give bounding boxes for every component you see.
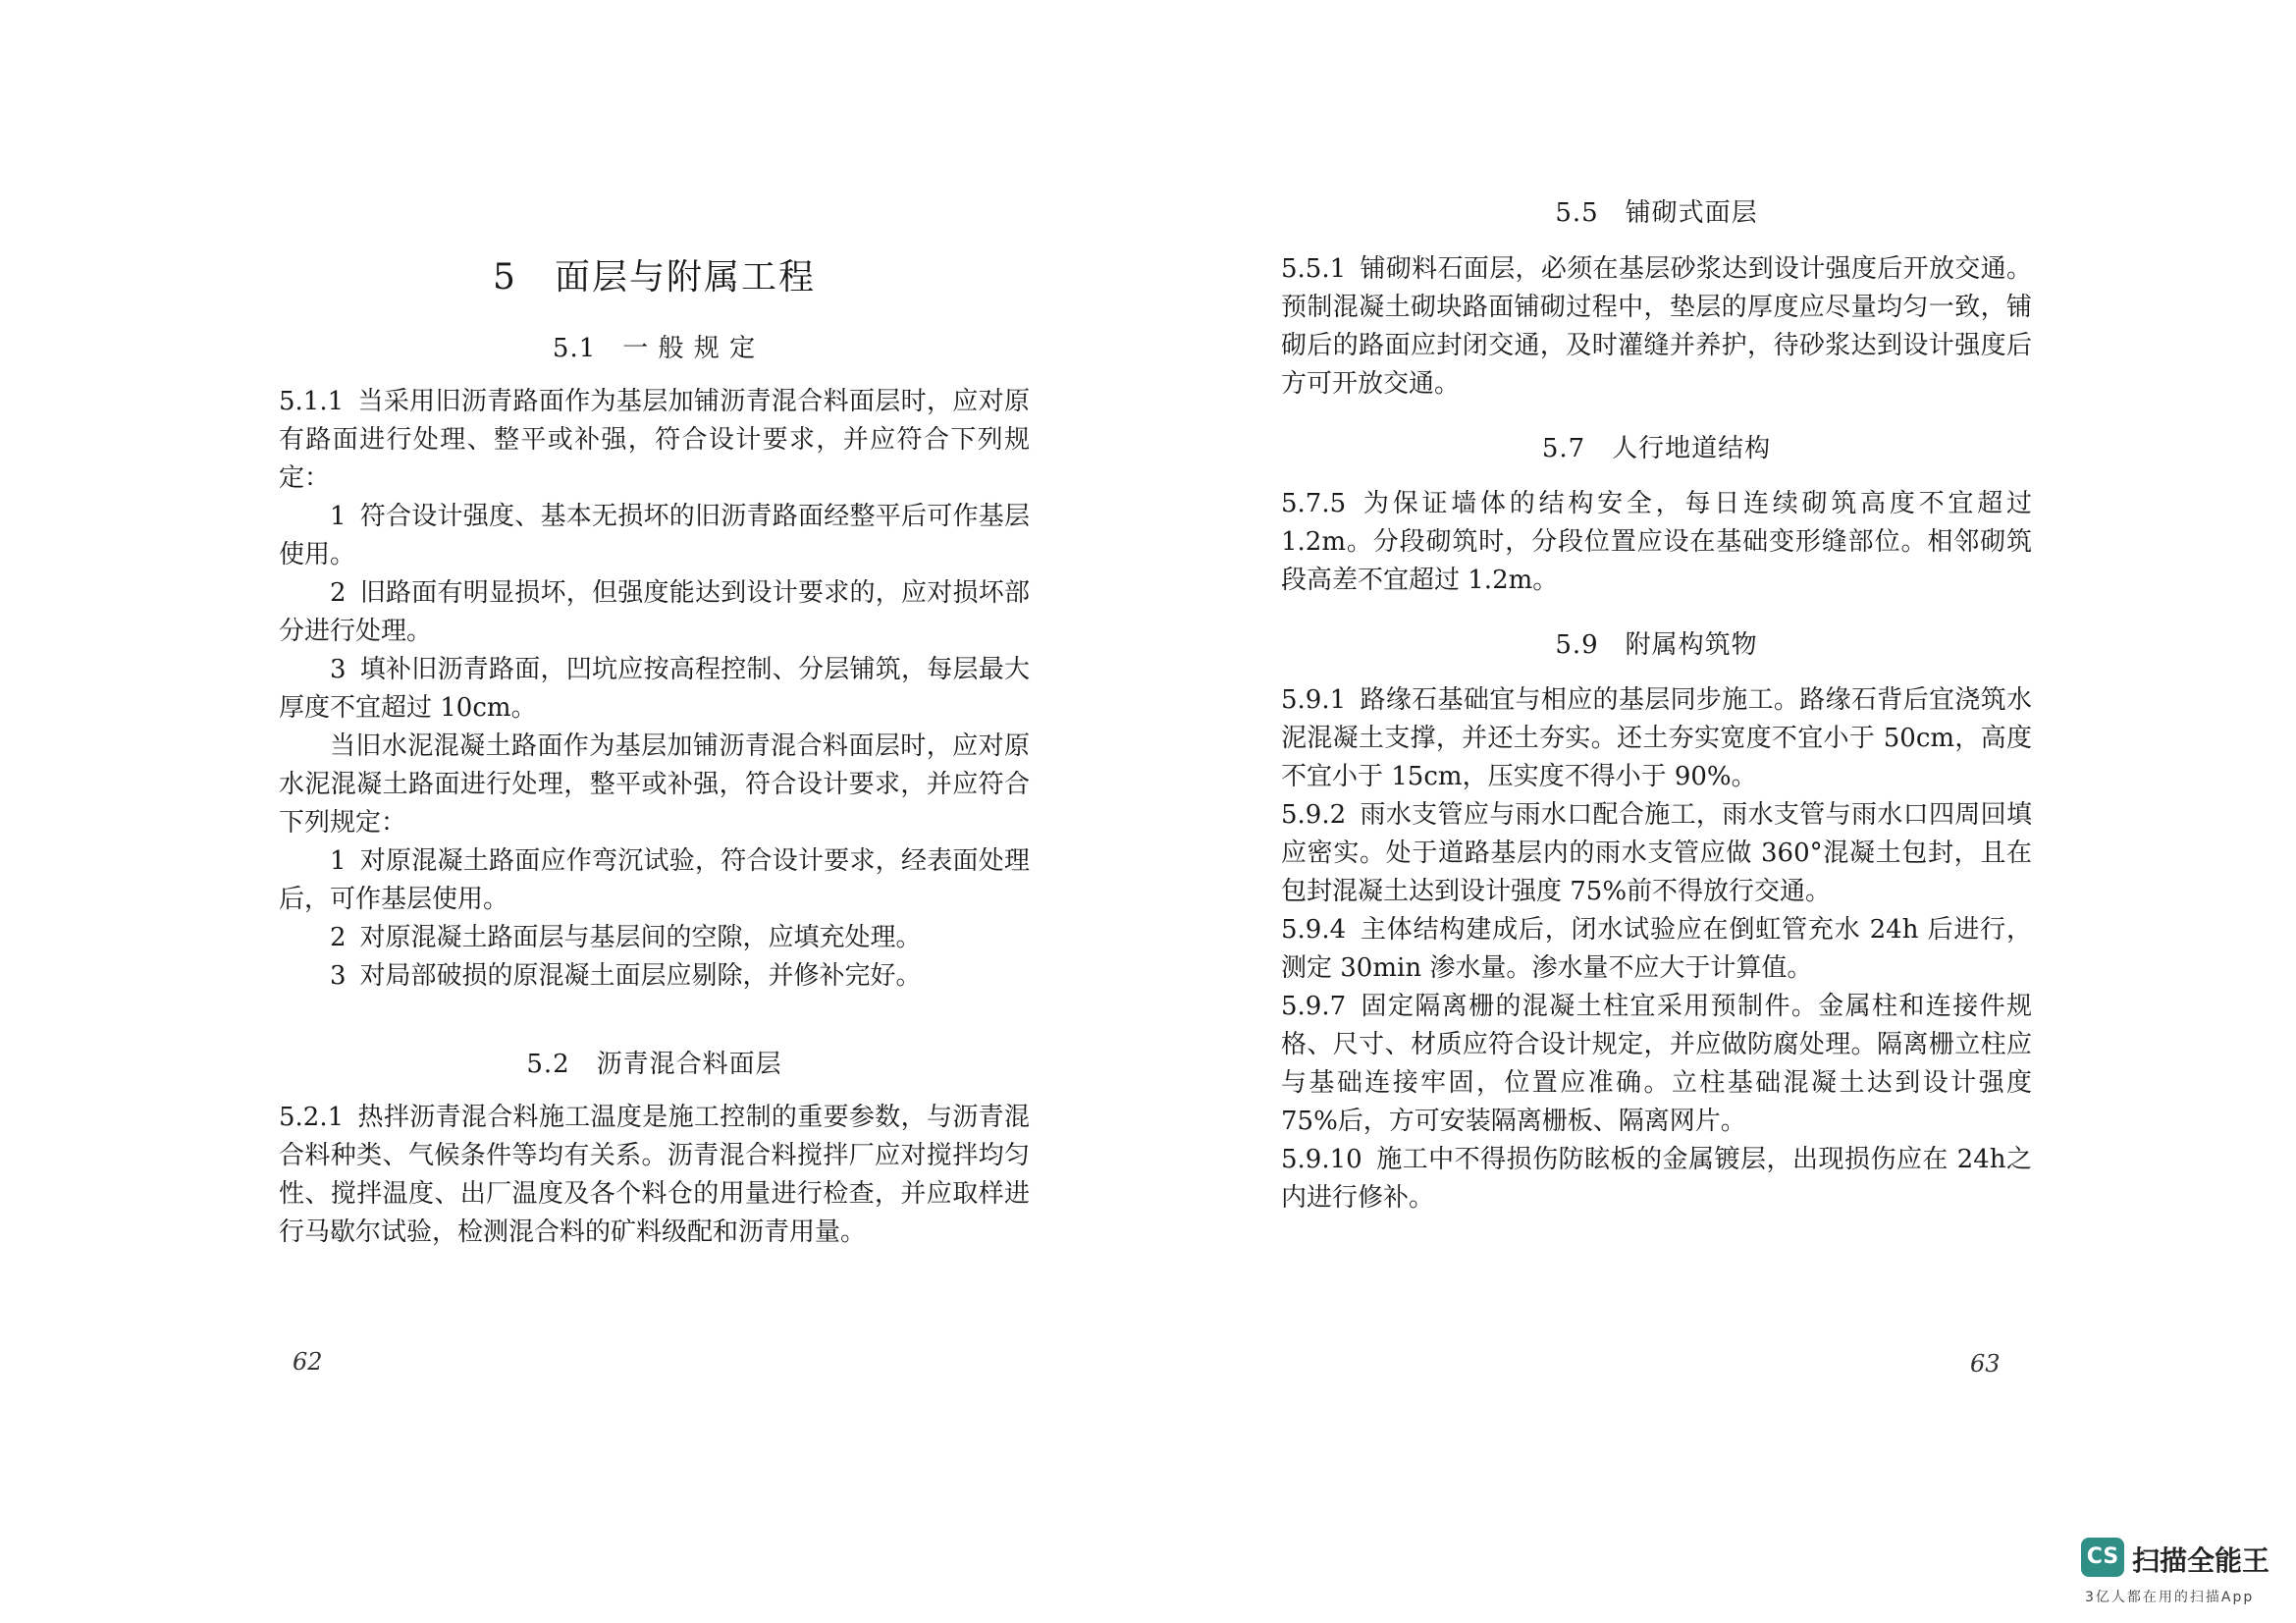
- list-number: 1: [330, 502, 347, 531]
- clause-5-9-1: [1281, 681, 2032, 796]
- clause-number: 5.9.2: [1281, 800, 1347, 830]
- clause-5-9-4: [1281, 911, 2032, 988]
- clause-5-5-1: [1281, 250, 2032, 404]
- clause-text: 主体结构建成后，闭水试验应在倒虹管充水 24h 后进行，测定 30min 渗水量。渗水量不应大于计算值。: [1281, 915, 2032, 983]
- section-heading-5-9: 5.9 附属构筑物: [1555, 630, 1758, 660]
- list-text: 对局部破损的原混凝土面层应剔除，并修补完好。: [359, 961, 922, 991]
- clause-5-9-2: [1281, 796, 2032, 911]
- list-number: 3: [330, 961, 347, 991]
- clause-text: 热拌沥青混合料施工温度是施工控制的重要参数，与沥青混合料种类、气候条件等均有关系。沥青混合料搅拌厂应对搅拌均匀性、搅拌温度、出厂温度及各个料仓的用量进行检查，并应取样进行马歇尔试验，检测混合料的矿料级配和沥青用量。: [279, 1103, 1030, 1247]
- clause-text: 为保证墙体的结构安全，每日连续砌筑高度不宜超过1.2m。分段砌筑时，分段位置应设在基础变形缝部位。相邻砌筑段高差不宜超过 1.2m。: [1281, 489, 2032, 595]
- list-text: 对原混凝土路面层与基层间的空隙，应填充处理。: [359, 923, 922, 952]
- section-heading-5-2: 5.2 沥青混合料面层: [526, 1050, 782, 1079]
- list-number: 3: [330, 655, 347, 684]
- clause-number: 5.9.1: [1281, 685, 1347, 715]
- watermark-tagline: 3亿人都在用的扫描App: [2085, 1590, 2255, 1605]
- list-text: 旧路面有明显损坏，但强度能达到设计要求的，应对损坏部分进行处理。: [279, 578, 1030, 646]
- section-heading-5-5: 5.5 铺砌式面层: [1555, 198, 1758, 228]
- clause-text: 当采用旧沥青路面作为基层加铺沥青混合料面层时，应对原有路面进行处理、整平或补强，符合设计要求，并应符合下列规定：: [279, 387, 1030, 493]
- section-heading-5-7: 5.7 人行地道结构: [1541, 434, 1772, 463]
- list-item-3b: [279, 957, 1030, 996]
- clause-text: 铺砌料石面层，必须在基层砂浆达到设计强度后开放交通。预制混凝土砌块路面铺砌过程中，垫层的厚度应尽量均匀一致，铺砌后的路面应封闭交通，及时灌缝并养护，待砂浆达到设计强度后方可开放交通。: [1281, 254, 2032, 399]
- list-text: 符合设计强度、基本无损坏的旧沥青路面经整平后可作基层使用。: [279, 502, 1030, 569]
- scanner-watermark: [2081, 1538, 2277, 1608]
- list-item-1b: [279, 842, 1030, 919]
- page-number-right: 63: [1970, 1350, 2001, 1378]
- watermark-app-name: 扫描全能王: [2132, 1544, 2270, 1577]
- clause-5-9-10: [1281, 1141, 2032, 1217]
- list-item-2: [279, 574, 1030, 651]
- clause-text: 雨水支管应与雨水口配合施工，雨水支管与雨水口四周回填应密实。处于道路基层内的雨水支管应做 360°混凝土包封，且在包封混凝土达到设计强度 75%前不得放行交通。: [1281, 800, 2032, 906]
- section-heading-5-1: 5.1 一 般 规 定: [552, 334, 757, 363]
- list-text: 对原混凝土路面应作弯沉试验，符合设计要求，经表面处理后，可作基层使用。: [279, 846, 1030, 914]
- clause-number: 5.9.10: [1281, 1145, 1362, 1174]
- clause-5-1-1: [279, 383, 1030, 498]
- clause-number: 5.7.5: [1281, 489, 1347, 518]
- clause-text: 当旧水泥混凝土路面作为基层加铺沥青混合料面层时，应对原水泥混凝土路面进行处理，整平或补强，符合设计要求，并应符合下列规定：: [279, 731, 1030, 838]
- list-number: 2: [330, 923, 347, 952]
- list-text: 填补旧沥青路面，凹坑应按高程控制、分层铺筑，每层最大厚度不宜超过 10cm。: [279, 655, 1030, 723]
- list-item-1: [279, 498, 1030, 574]
- clause-number: 5.9.7: [1281, 992, 1347, 1021]
- clause-text: 固定隔离栅的混凝土柱宜采用预制件。金属柱和连接件规格、尺寸、材质应符合设计规定，并应做防腐处理。隔离栅立柱应与基础连接牢固，位置应准确。立柱基础混凝土达到设计强度 75%后，方可安装隔离栅板、隔离网片。: [1281, 992, 2032, 1136]
- clause-number: 5.9.4: [1281, 915, 1347, 945]
- clause-number: 5.2.1: [279, 1103, 345, 1132]
- clause-5-2-1: [279, 1099, 1030, 1252]
- page-number-left: 62: [293, 1348, 323, 1376]
- clause-number: 5.5.1: [1281, 254, 1347, 284]
- list-item-3: [279, 651, 1030, 728]
- camscanner-logo-icon: CS: [2081, 1538, 2124, 1577]
- clause-number: 5.1.1: [279, 387, 345, 416]
- clause-5-9-7: [1281, 988, 2032, 1141]
- clause-5-7-5: [1281, 485, 2032, 600]
- list-number: 2: [330, 578, 347, 608]
- clause-text: 施工中不得损伤防眩板的金属镀层，出现损伤应在 24h之内进行修补。: [1281, 1145, 2032, 1213]
- clause-text: 路缘石基础宜与相应的基层同步施工。路缘石背后宜浇筑水泥混凝土支撑，并还土夯实。还土夯实宽度不宜小于 50cm，高度不宜小于 15cm，压实度不得小于 90%。: [1281, 685, 2032, 791]
- list-item-2b: [279, 919, 1030, 957]
- list-number: 1: [330, 846, 347, 876]
- chapter-title: 5 面层与附属工程: [493, 257, 816, 298]
- clause-paragraph: [279, 728, 1030, 842]
